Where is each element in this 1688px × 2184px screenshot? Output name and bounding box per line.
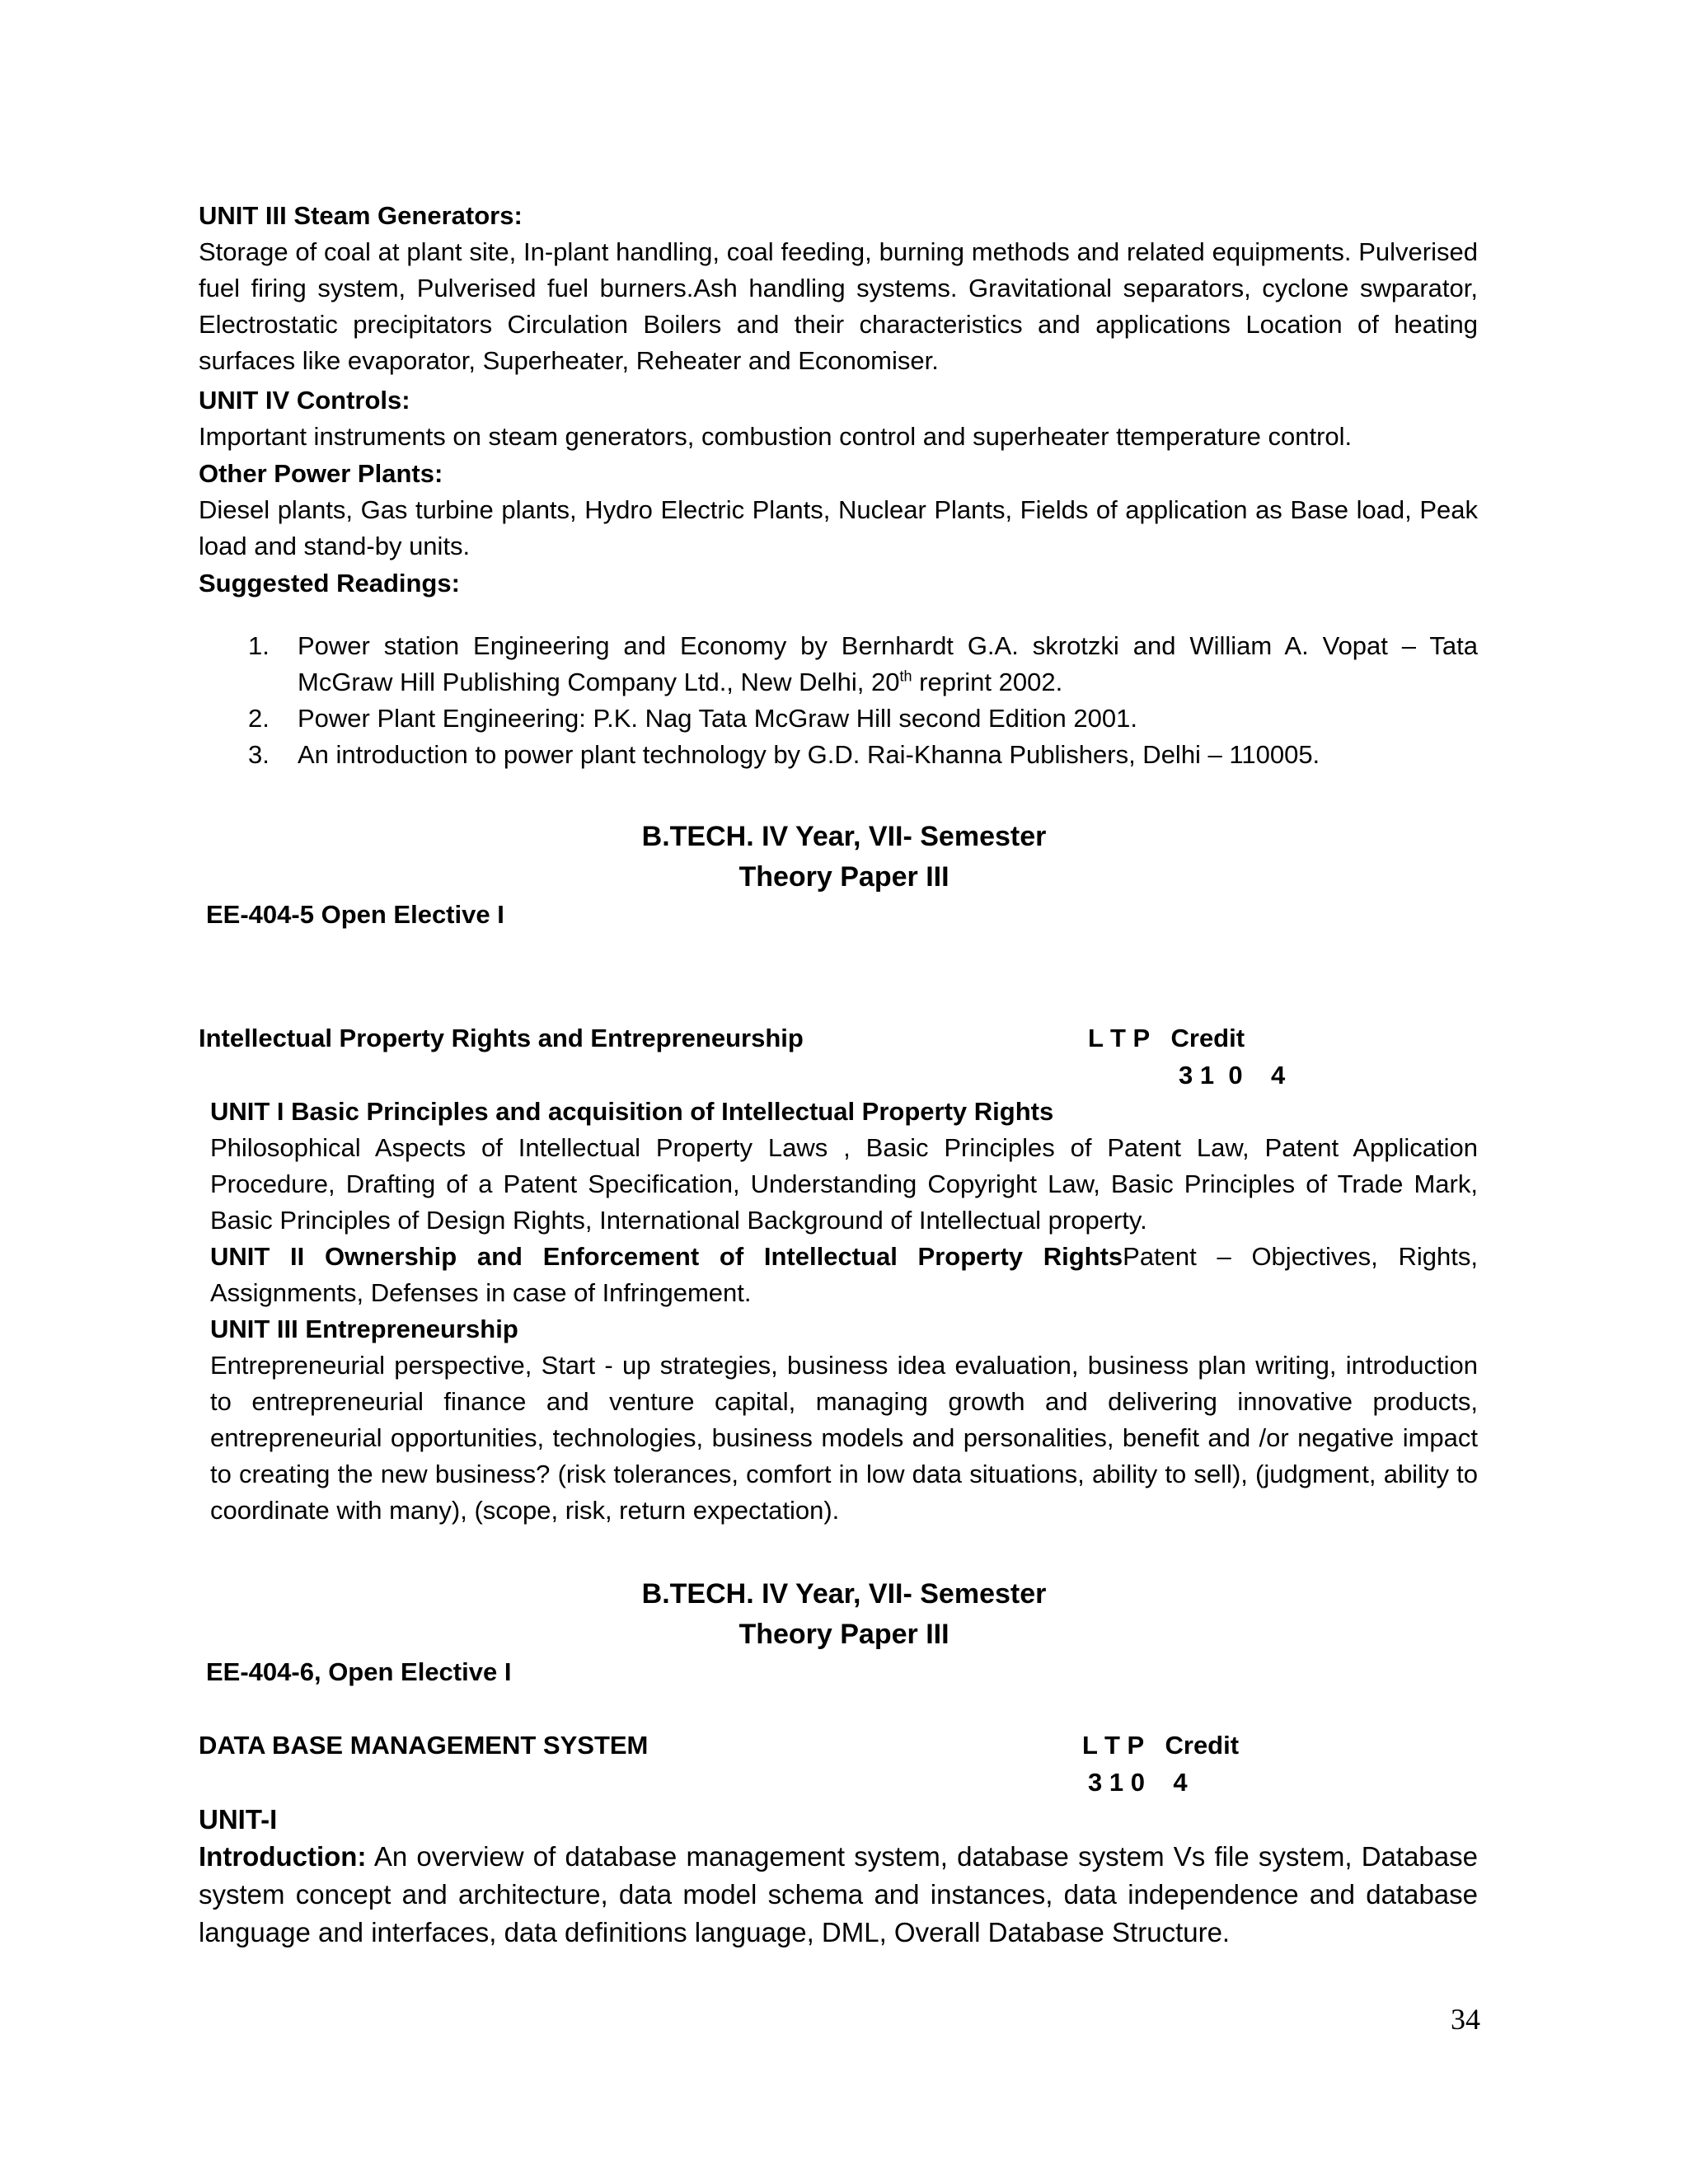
readings-list (199, 628, 1478, 773)
section1-title-line2: Theory Paper III (738, 861, 950, 893)
unit3-steam-section (199, 198, 1478, 379)
dbms-intro-label: Introduction: (199, 1841, 367, 1872)
reading-item: 1. Power station Engineering and Economy by Bernhardt G.A. skrotzki and William A. Vopat – Tata McGraw Hill Publishing Company Ltd., New Delhi, 20th reprint 2002. (248, 631, 1478, 696)
section2-code: EE-404-6, Open Elective I (206, 1657, 512, 1686)
unit3-steam-heading: UNIT III Steam Generators: (199, 201, 523, 230)
section1-course-title: Intellectual Property Rights and Entrepreneurship (199, 1024, 804, 1052)
ipr-unit2-paragraph (210, 1239, 1478, 1311)
section2-ltp-header: L T P Credit (1082, 1731, 1240, 1760)
section1-units (210, 1094, 1478, 1529)
ipr-unit2-body: Patent – Objectives, Rights, Assignments, Defenses in case of Infringement. (210, 1242, 1478, 1307)
readings-section (199, 565, 1478, 773)
section2-title-line2: Theory Paper III (738, 1619, 950, 1650)
dbms-intro-paragraph (199, 1838, 1478, 1952)
ipr-unit1-heading: UNIT I Basic Principles and acquisition of Intellectual Property Rights (210, 1097, 1054, 1126)
section1-ltp-header: L T P Credit (1088, 1024, 1245, 1052)
ipr-unit2-heading: UNIT II Ownership and Enforcement of Intellectual Property Rights (210, 1242, 1123, 1271)
section2-course-title: DATA BASE MANAGEMENT SYSTEM (199, 1731, 649, 1760)
unit3-steam-body: Storage of coal at plant site, In-plant handling, coal feeding, burning methods and related equipments. Pulverised fuel firing system, Pulverised fuel burners.Ash handling systems. Gravitational separators, cyclone swparator, Electrostatic precipitators Circulation Boilers and their characteristics and applications Location of heating surfaces like evaporator, Superheater, Reheater and Economiser. (199, 237, 1478, 375)
section2-title-line1: B.TECH. IV Year, VII- Semester (641, 1578, 1047, 1610)
page-number: 34 (1451, 2003, 1480, 2036)
readings-heading: Suggested Readings: (199, 569, 460, 598)
unit4-controls-heading: UNIT IV Controls: (199, 386, 410, 415)
other-plants-heading: Other Power Plants: (199, 459, 443, 488)
unit4-controls-body: Important instruments on steam generators, combustion control and superheater ttemperature control. (199, 422, 1353, 451)
section1-ltp-values: 3 1 0 4 (1179, 1061, 1286, 1090)
reading-item: 2. Power Plant Engineering: P.K. Nag Tata McGraw Hill second Edition 2001. (248, 704, 1137, 733)
ipr-unit1-body: Philosophical Aspects of Intellectual Property Laws , Basic Principles of Patent Law, Patent Application Procedure, Drafting of a Patent Specification, Understanding Copyright Law, Basic Principles of Trade Mark, Basic Principles of Design Rights, International Background of Intellectual property. (210, 1133, 1478, 1235)
reading-item: 3. An introduction to power plant technology by G.D. Rai-Khanna Publishers, Delhi – 110005. (248, 740, 1320, 769)
section2-ltp-values: 3 1 0 4 (1088, 1768, 1188, 1797)
other-plants-section (199, 456, 1478, 565)
other-plants-body: Diesel plants, Gas turbine plants, Hydro Electric Plants, Nuclear Plants, Fields of application as Base load, Peak load and stand-by units. (199, 495, 1478, 560)
ipr-unit3-heading: UNIT III Entrepreneurship (210, 1315, 518, 1343)
section1-code: EE-404-5 Open Elective I (206, 900, 504, 929)
section2-units (199, 1802, 1478, 1952)
dbms-intro-body: An overview of database management system, database system Vs file system, Database system concept and architecture, data model schema and instances, data independence and database language and interfaces, data definitions language, DML, Overall Database Structure. (199, 1841, 1478, 1947)
section1-title-line1: B.TECH. IV Year, VII- Semester (641, 821, 1047, 852)
ipr-unit3-body: Entrepreneurial perspective, Start - up strategies, business idea evaluation, business plan writing, introduction to entrepreneurial finance and venture capital, managing growth and delivering innovative products, entrepreneurial opportunities, technologies, business models and personalities, benefit and /or negative impact to creating the new business? (risk tolerances, comfort in low data situations, ability to sell), (judgment, ability to coordinate with many), (scope, risk, return expectation). (210, 1351, 1478, 1525)
dbms-unit1-heading: UNIT-I (199, 1804, 278, 1835)
unit4-controls-section (199, 382, 1478, 455)
